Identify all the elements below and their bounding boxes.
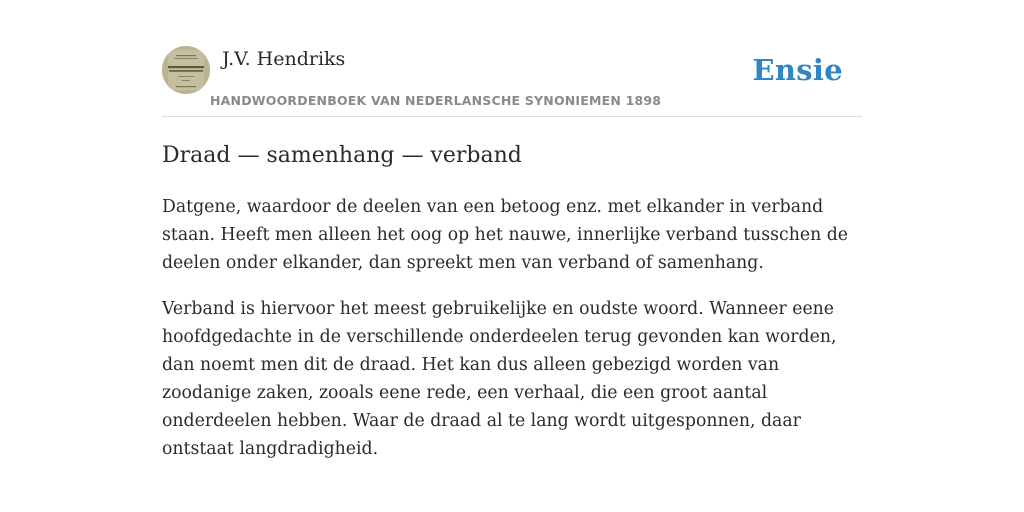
author-name[interactable]: J.V. Hendriks <box>222 48 346 70</box>
book-cover-icon <box>162 46 210 94</box>
entry-title: Draad — samenhang — verband <box>162 143 522 168</box>
source-title[interactable]: HANDWOORDENBOEK VAN NEDERLANSCHE SYNONIEMEN 1898 <box>210 93 662 108</box>
brand-logo[interactable]: Ensie <box>752 53 843 87</box>
book-cover-avatar[interactable] <box>162 46 210 94</box>
entry-card <box>162 46 862 481</box>
entry-paragraph: Datgene, waardoor de deelen van een betoog enz. met elkander in verband staan. Heeft men alleen het oog op het nauwe, innerlijke verband tusschen de deelen onder elkander, dan spreekt men van verband of samenhang. <box>162 197 848 273</box>
entry-content <box>162 193 862 463</box>
entry-header <box>162 46 862 117</box>
entry-paragraph: Verband is hiervoor het meest gebruikelijke en oudste woord. Wanneer eene hoofdgedachte in de verschillende onderdeelen terug gevonden kan worden, dan noemt men dit de draad. Het kan dus alleen gebezigd worden van zoodanige zaken, zooals eene rede, een verhaal, die een groot aantal onderdeelen hebben. Waar de draad al te lang wordt uitgesponnen, daar ontstaat langdradigheid. <box>162 299 837 459</box>
